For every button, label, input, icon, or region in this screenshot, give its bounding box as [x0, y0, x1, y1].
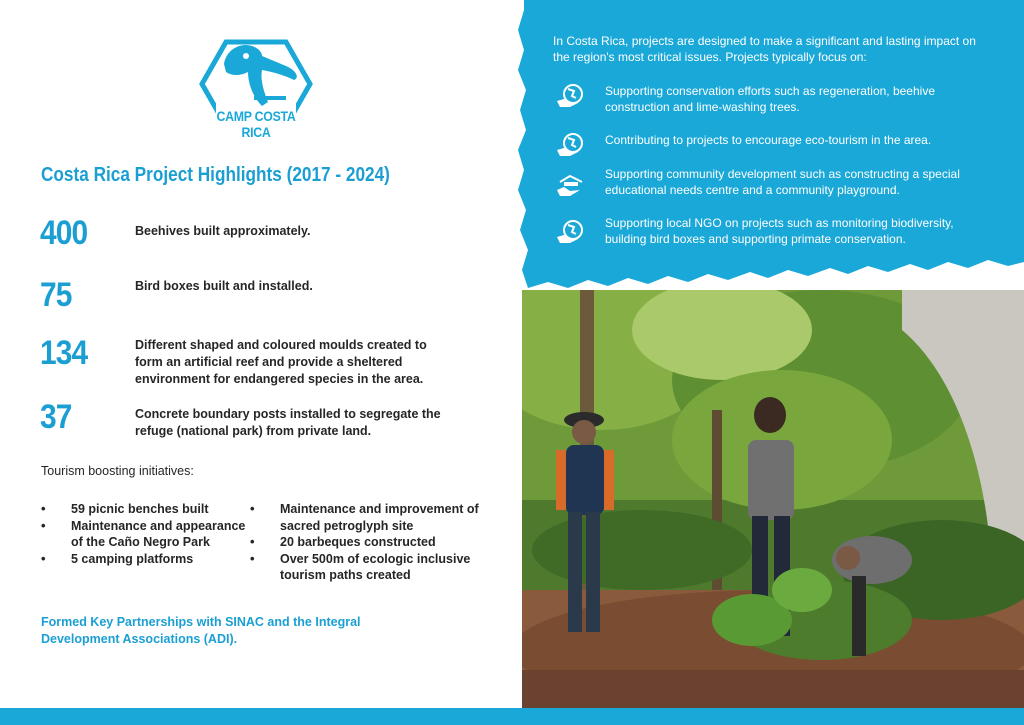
bottom-accent-bar [0, 708, 1024, 725]
focus-item-text: Supporting conservation efforts such as regeneration, beehive construction and lime-washing trees. [605, 84, 935, 114]
stat-number: 134 [40, 334, 88, 372]
focus-item-text: Contributing to projects to encourage eco-tourism in the area. [605, 133, 932, 147]
list-item: • Maintenance and improvement of sacred petroglyph site [250, 501, 480, 534]
globe-hand-icon [556, 219, 586, 245]
volunteers-garden-photo [522, 290, 1024, 708]
partnerships-note: Formed Key Partnerships with SINAC and the Integral Development Associations (ADI). [41, 615, 361, 646]
list-item: • Over 500m of ecologic inclusive tourism paths created [250, 551, 480, 584]
stat-number: 400 [40, 214, 88, 252]
list-item: • Maintenance and appearance of the Caño Negro Park [41, 518, 251, 551]
tourism-heading: Tourism boosting initiatives: [41, 464, 194, 478]
list-item: • 59 picnic benches built [41, 501, 251, 518]
community-hands-icon [556, 172, 586, 198]
stat-number: 37 [40, 398, 72, 436]
focus-item-text: Supporting community development such as constructing a special educational needs centre and a community playground. [605, 167, 960, 197]
tourism-list-right [250, 501, 480, 584]
stat-description: Different shaped and coloured moulds created to form an artificial reef and provide a sheltered environment for endangered species in the area. [135, 338, 427, 386]
stat-description: Beehives built approximately. [135, 224, 311, 238]
stat-description: Bird boxes built and installed. [135, 279, 313, 293]
tourism-list-left [41, 501, 251, 567]
page-title: Costa Rica Project Highlights (2017 - 2024) [41, 164, 390, 186]
logo-wordmark: CAMP COSTA RICA [216, 108, 296, 140]
panel-intro: In Costa Rica, projects are designed to make a significant and lasting impact on the region's most critical issues. Projects typically focus on: [553, 34, 976, 64]
list-item: • 5 camping platforms [41, 551, 251, 568]
list-item: • 20 barbeques constructed [250, 534, 480, 551]
focus-item-text: Supporting local NGO on projects such as monitoring biodiversity, building bird boxes and supporting primate conservation. [605, 216, 954, 246]
globe-hand-icon [556, 83, 586, 109]
stat-number: 75 [40, 276, 72, 314]
stat-description: Concrete boundary posts installed to segregate the refuge (national park) from private land. [135, 407, 441, 438]
globe-hand-icon [556, 132, 586, 158]
